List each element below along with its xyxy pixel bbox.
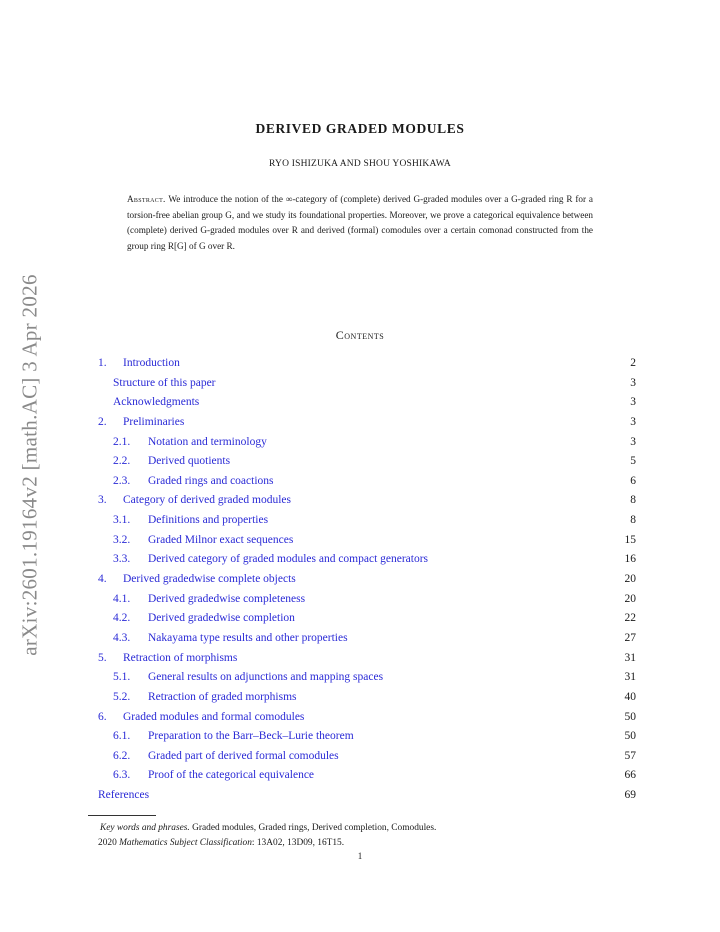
toc-section-title: Definitions and properties [148, 514, 269, 527]
toc-section-number: 3.1. [113, 514, 131, 527]
toc-section-title: Derived gradedwise completeness [148, 592, 306, 605]
contents-heading: Contents [335, 328, 385, 342]
abstract [127, 192, 593, 254]
toc-section-number: 2.3. [113, 474, 131, 487]
toc-link[interactable] [113, 511, 268, 531]
toc-row [98, 570, 636, 590]
toc-section-title: Derived category of graded modules and compact generators [148, 553, 429, 566]
toc-section-number: 2.2. [113, 455, 131, 468]
toc-section-number: 5. [98, 651, 107, 664]
toc-section-title: Derived gradedwise completion [148, 612, 295, 625]
toc-section-number: 5.1. [113, 671, 131, 684]
toc-row [98, 374, 636, 394]
abstract-text: We introduce the notion of the ∞-category of (complete) derived G-graded modules over a G-graded ring R for a torsion-free abelian group G, and we study its foundational properties. Moreover, we prove a categorical equivalence between (complete) derived G-graded modules over R and derived (formal) comodules over a certain comonad constructed from the group ring R[G] of G over R. [127, 194, 593, 251]
toc-link[interactable] [98, 649, 237, 669]
toc-row [98, 668, 636, 688]
toc-link[interactable] [113, 393, 199, 413]
toc-row [98, 511, 636, 531]
toc-section-title: Derived quotients [148, 455, 231, 468]
toc-link[interactable] [98, 413, 184, 433]
toc-row [98, 747, 636, 767]
toc-row [98, 629, 636, 649]
toc-page-number: 20 [624, 573, 636, 586]
toc-link[interactable] [113, 747, 339, 767]
toc-section-number: 5.2. [113, 690, 131, 703]
keywords-line [100, 821, 620, 836]
toc-page-number: 20 [624, 592, 636, 605]
msc-label: Mathematics Subject Classification [119, 838, 252, 848]
toc-section-number: 3.3. [113, 553, 131, 566]
toc-section-title: Graded Milnor exact sequences [148, 533, 294, 546]
toc-row [98, 393, 636, 413]
toc-link[interactable] [98, 491, 291, 511]
paper-title: DERIVED GRADED MODULES [255, 121, 465, 136]
toc-section-number: 4.2. [113, 612, 131, 625]
toc-page-number: 5 [630, 455, 636, 468]
toc-section-number: 6.1. [113, 730, 131, 743]
toc-section-title: Category of derived graded modules [123, 494, 291, 507]
toc-section-title: Acknowledgments [113, 396, 200, 409]
toc-section-number: 3. [98, 494, 107, 507]
toc-page-number: 66 [624, 769, 636, 782]
toc-page-number: 31 [624, 671, 636, 684]
keywords-text: Graded modules, Graded rings, Derived completion, Comodules. [192, 823, 437, 833]
toc-page-number: 31 [624, 651, 636, 664]
toc-link[interactable] [98, 708, 304, 728]
toc-section-number: 6. [98, 710, 107, 723]
toc-row [98, 609, 636, 629]
toc-section-title: Structure of this paper [113, 376, 216, 389]
toc-section-title: Retraction of graded morphisms [148, 690, 297, 703]
toc-link[interactable] [113, 629, 348, 649]
toc-link[interactable] [113, 472, 274, 492]
toc-row [98, 649, 636, 669]
toc-row [98, 433, 636, 453]
toc-link[interactable] [113, 531, 293, 551]
toc-row [98, 550, 636, 570]
toc-section-number: 3.2. [113, 533, 131, 546]
toc-page-number: 16 [624, 553, 636, 566]
toc-row [98, 590, 636, 610]
toc-link[interactable] [113, 688, 297, 708]
toc-link[interactable] [98, 786, 149, 806]
toc-link[interactable] [113, 609, 295, 629]
toc-section-number: 2. [98, 415, 107, 428]
toc-section-title: Nakayama type results and other properties [148, 631, 348, 644]
toc-page-number: 3 [630, 435, 636, 448]
table-of-contents [98, 354, 636, 806]
msc-codes: : 13A02, 13D09, 16T15. [251, 838, 345, 848]
toc-page-number: 50 [624, 730, 636, 743]
toc-section-number: 6.2. [113, 749, 131, 762]
toc-link[interactable] [113, 727, 354, 747]
toc-section-number: 6.3. [113, 769, 131, 782]
toc-row [98, 452, 636, 472]
toc-row [98, 786, 636, 806]
toc-section-number: 4. [98, 573, 107, 586]
toc-link[interactable] [113, 668, 383, 688]
toc-link[interactable] [113, 452, 230, 472]
toc-row [98, 688, 636, 708]
footnote-divider [88, 815, 156, 816]
toc-page-number: 3 [630, 396, 636, 409]
keywords-label: Key words and phrases. [100, 823, 190, 833]
toc-link[interactable] [113, 590, 305, 610]
toc-section-number: 4.1. [113, 592, 131, 605]
toc-row [98, 354, 636, 374]
toc-page-number: 57 [624, 749, 636, 762]
toc-section-title: Derived gradedwise complete objects [123, 573, 296, 586]
toc-row [98, 727, 636, 747]
toc-page-number: 15 [624, 533, 636, 546]
page-number: 1 [357, 851, 363, 861]
footnote [100, 821, 620, 851]
msc-line [98, 836, 620, 851]
toc-page-number: 50 [624, 710, 636, 723]
toc-link[interactable] [113, 433, 267, 453]
toc-link[interactable] [98, 570, 296, 590]
toc-section-title: Proof of the categorical equivalence [148, 769, 315, 782]
toc-page-number: 8 [630, 514, 636, 527]
toc-row [98, 531, 636, 551]
toc-row [98, 708, 636, 728]
toc-link[interactable] [98, 354, 180, 374]
toc-section-title: Preparation to the Barr–Beck–Lurie theorem [148, 730, 354, 743]
toc-page-number: 27 [624, 631, 636, 644]
toc-link[interactable] [113, 550, 428, 570]
toc-row [98, 413, 636, 433]
abstract-label: Abstract. [127, 194, 166, 204]
toc-section-title: Graded rings and coactions [148, 474, 274, 487]
toc-page-number: 6 [630, 474, 636, 487]
toc-page-number: 22 [624, 612, 636, 625]
toc-page-number: 8 [630, 494, 636, 507]
toc-link[interactable] [113, 374, 216, 394]
toc-section-title: Notation and terminology [148, 435, 267, 448]
toc-row [98, 491, 636, 511]
toc-page-number: 3 [630, 376, 636, 389]
toc-page-number: 2 [630, 357, 636, 369]
toc-page-number: 69 [624, 789, 636, 802]
toc-row [98, 766, 636, 786]
toc-section-title: Graded modules and formal comodules [123, 710, 305, 723]
toc-section-title: Introduction [123, 357, 180, 369]
toc-section-title: Preliminaries [123, 415, 185, 428]
toc-section-title: General results on adjunctions and mapping spaces [148, 671, 384, 684]
toc-section-title: Graded part of derived formal comodules [148, 749, 339, 762]
paper-authors: RYO ISHIZUKA AND SHOU YOSHIKAWA [269, 159, 451, 169]
toc-section-title: References [98, 789, 150, 802]
toc-link[interactable] [113, 766, 314, 786]
toc-section-number: 1. [98, 357, 107, 369]
toc-section-number: 4.3. [113, 631, 131, 644]
toc-section-title: Retraction of morphisms [123, 651, 238, 664]
toc-page-number: 3 [630, 415, 636, 428]
msc-year: 2020 [98, 838, 117, 848]
toc-row [98, 472, 636, 492]
toc-page-number: 40 [624, 690, 636, 703]
toc-section-number: 2.1. [113, 435, 131, 448]
arxiv-identifier-stamp: arXiv:2601.19164v2 [math.AC] 3 Apr 2026 [17, 274, 42, 656]
